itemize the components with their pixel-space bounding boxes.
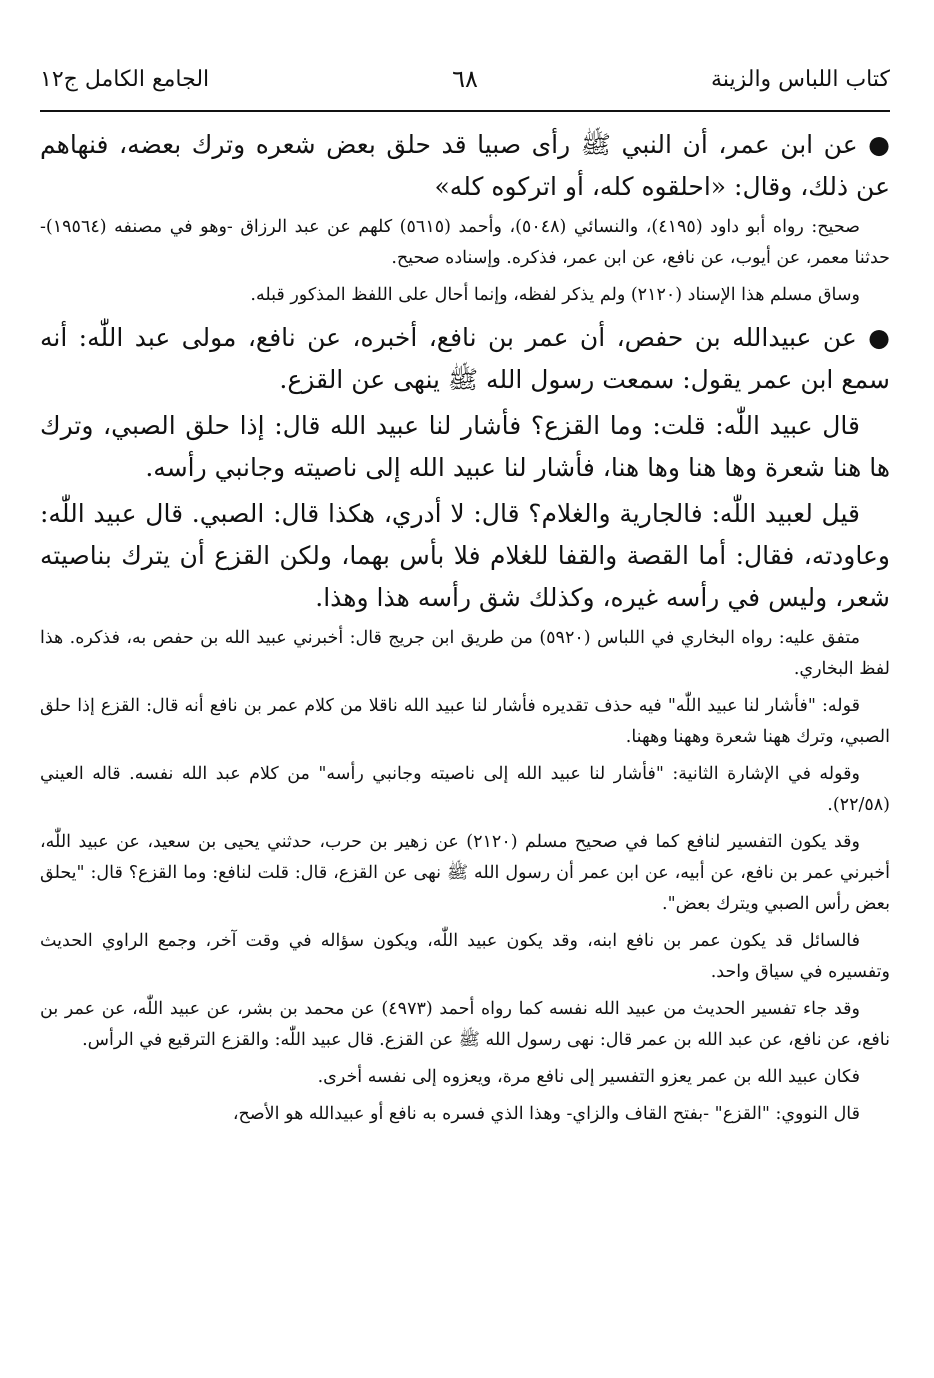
takhrij-note: متفق عليه: رواه البخاري في اللباس (٥٩٢٠) من طريق ابن جريج قال: أخبرني عبيد الله بن حفص به، فذكره. هذا لفظ البخاري. [40,628,890,679]
hadith-paragraph: ● عن عبيدالله بن حفص، أن عمر بن نافع، أخبره، عن نافع، مولى عبد اللّٰه: أنه سمع ابن عمر يقول: سمعت رسول الله ﷺ ينهى عن القزع. [40,323,890,394]
header-rule [40,110,890,112]
commentary-paragraph: وقوله في الإشارة الثانية: "فأشار لنا عبيد الله إلى ناصيته وجانبي رأسه" من كلام عبد الله نفسه. قاله العيني (٢٢/٥٨). [40,764,890,815]
commentary-paragraph: فالسائل قد يكون عمر بن نافع ابنه، وقد يكون عبيد اللّٰه، ويكون سؤاله في وقت آخر، وجمع الراوي الحديث وتفسيره في سياق واحد. [40,931,890,982]
book-chapter-title: كتاب اللباس والزينة [711,66,890,92]
takhrij-note: صحيح: رواه أبو داود (٤١٩٥)، والنسائي (٥٠٤٨)، وأحمد (٥٦١٥) كلهم عن عبد الرزاق -وهو في مصنفه (١٩٥٦٤)- حدثنا معمر، عن أيوب، عن نافع، عن ابن عمر، فذكره. وإسناده صحيح. [40,217,890,268]
commentary-paragraph: قوله: "فأشار لنا عبيد اللّٰه" فيه حذف تقديره فأشار لنا عبيد الله ناقلا من كلام عمر بن نافع أنه قال: القزع إذا حلق الصبي، وترك ههنا شعرة وههنا وههنا. [40,696,890,747]
page-body [40,124,890,1136]
commentary-paragraph: قال النووي: "القزع" -بفتح القاف والزاي- وهذا الذي فسره به نافع أو عبيدالله هو الأصح، [232,1104,860,1124]
commentary-paragraph: وقد جاء تفسير الحديث من عبيد الله نفسه كما رواه أحمد (٤٩٧٣) عن محمد بن بشر، عن عبيد اللّٰه، عن عمر بن نافع، عن نافع، عن عبد الله بن عمر قال: نهى رسول الله ﷺ عن القزع. قال عبيد اللّٰه: والقزع الترقيع في الرأس. [40,999,890,1050]
hadith-paragraph: ● عن ابن عمر، أن النبي ﷺ رأى صبيا قد حلق بعض شعره وترك بعضه، فنهاهم عن ذلك، وقال: «احلقوه كله، أو اتركوه كله» [40,130,890,201]
hadith-paragraph: قيل لعبيد اللّٰه: فالجارية والغلام؟ قال: لا أدري، هكذا قال: الصبي. قال عبيد اللّٰه: وعاودته، فقال: أما القصة والقفا للغلام فلا بأس بهما، ولكن القزع أن يترك بناصيته شعر، وليس في رأسه غيره، وكذلك شق رأسه هذا وهذا. [40,499,890,612]
hadith-paragraph: قال عبيد اللّٰه: قلت: وما القزع؟ فأشار لنا عبيد الله قال: إذا حلق الصبي، وترك ها هنا شعرة وها هنا وها هنا، فأشار لنا عبيد الله إلى ناصيته وجانبي رأسه. [40,411,890,482]
book-volume-title: الجامع الكامل ج١٢ [40,66,210,92]
commentary-paragraph: فكان عبيد الله بن عمر يعزو التفسير إلى نافع مرة، ويعزوه إلى نفسه أخرى. [317,1067,860,1087]
takhrij-note: وساق مسلم هذا الإسناد (٢١٢٠) ولم يذكر لفظه، وإنما أحال على اللفظ المذكور قبله. [250,285,860,305]
page-number: ٦٨ [452,65,478,93]
commentary-paragraph: وقد يكون التفسير لنافع كما في صحيح مسلم (٢١٢٠) عن زهير بن حرب، حدثني يحيى بن سعيد، عن عبيد اللّٰه، أخبرني عمر بن نافع، عن أبيه، عن ابن عمر أن رسول الله ﷺ نهى عن القزع، قال: قلت لنافع: وما القزع؟ قال: "يحلق بعض رأس الصبي ويترك بعض". [40,832,890,914]
running-header [40,56,890,102]
